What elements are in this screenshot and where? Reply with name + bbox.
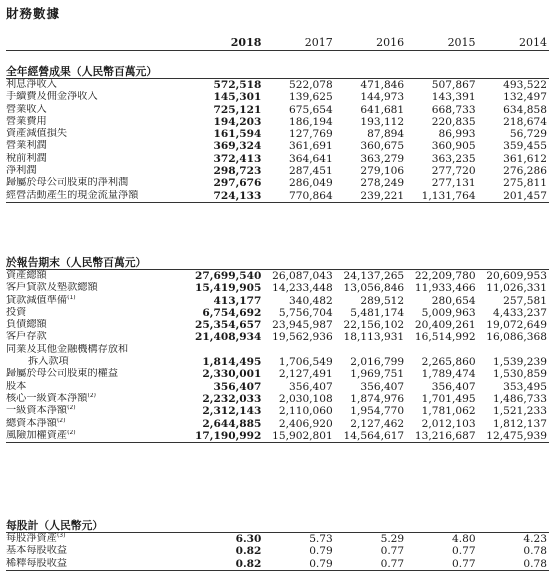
table-row <box>6 558 549 571</box>
cell-value: 363,279 <box>360 152 405 165</box>
cell-value: 572,518 <box>213 79 262 91</box>
cell-value: 287,451 <box>288 165 333 178</box>
cell-value: 2,016,799 <box>350 356 405 369</box>
cell-value: 201,457 <box>478 190 549 203</box>
row-label: 歸屬於母公司股東的淨利潤 <box>6 177 129 189</box>
row-label: 基本每股收益 <box>6 545 68 557</box>
cell-value: 1,701,495 <box>421 392 476 405</box>
data-section-table <box>6 256 549 443</box>
cell-value: 24,137,265 <box>343 270 405 282</box>
row-label: 拆入款項 <box>28 356 69 368</box>
cell-value: 5,481,174 <box>350 306 405 319</box>
row-label: 歸屬於母公司股東的權益 <box>6 368 119 380</box>
row-label: 總資本淨額$^{(2)}$ <box>6 417 66 429</box>
cell-value: 634,858 <box>503 103 547 116</box>
section-title: 全年經營成果（人民幣百萬元） <box>6 65 549 79</box>
cell-value: 145,301 <box>213 91 262 104</box>
cell-value: 277,131 <box>431 177 476 190</box>
data-section-table <box>6 65 549 203</box>
cell-value: 15,902,801 <box>263 430 334 443</box>
cell-value: 297,676 <box>213 177 262 190</box>
cell-value: 1,954,770 <box>350 405 405 418</box>
cell-value: 1,539,239 <box>493 356 547 369</box>
cell-value: 132,497 <box>503 91 547 104</box>
cell-value: 1,812,137 <box>493 417 547 430</box>
cell-value: 369,324 <box>213 140 262 153</box>
cell-value: 25,354,657 <box>195 319 262 332</box>
cell-value: 1,781,062 <box>421 405 476 418</box>
footnote-marker: (2) <box>56 417 66 424</box>
cell-value: 27,699,540 <box>195 270 262 282</box>
cell-value: 298,723 <box>213 165 262 178</box>
cell-value: 19,562,936 <box>272 331 333 344</box>
cell-value: 2,232,033 <box>202 392 262 405</box>
cell-value: 18,113,931 <box>343 331 405 344</box>
cell-value: 144,973 <box>360 91 405 104</box>
cell-value: 279,106 <box>360 165 405 178</box>
table-row <box>6 331 549 343</box>
cell-value: 194,203 <box>213 115 262 128</box>
cell-value: 5,009,963 <box>421 306 476 319</box>
cell-value: 11,026,331 <box>486 282 547 295</box>
cell-value: 4,433,237 <box>493 306 547 319</box>
cell-value <box>335 344 406 356</box>
cell-value: 471,846 <box>360 79 405 91</box>
cell-value: 2,406,920 <box>278 417 333 430</box>
cell-value: 668,733 <box>431 103 476 116</box>
table-row <box>6 270 549 283</box>
table-row <box>6 190 549 203</box>
cell-value: 356,407 <box>431 380 476 393</box>
cell-value: 361,612 <box>503 152 547 165</box>
years-header <box>6 36 549 51</box>
section-title: 每股計（人民幣元） <box>6 519 549 533</box>
row-label: 投資 <box>6 306 27 318</box>
cell-value <box>478 344 549 356</box>
cell-value: 507,867 <box>431 79 476 91</box>
cell-value: 1,874,976 <box>350 392 405 405</box>
cell-value: 26,087,043 <box>272 270 333 282</box>
cell-value: 56,729 <box>509 128 547 141</box>
cell-value: 2,127,462 <box>350 417 405 430</box>
table-row <box>6 533 549 546</box>
cell-value: 1,814,495 <box>202 356 262 369</box>
cell-value: 493,522 <box>503 79 547 91</box>
row-label: 每股淨資產$^{(3)}$ <box>6 532 66 544</box>
cell-value: 0.82 <box>192 558 263 571</box>
cell-value: 2,330,001 <box>202 368 262 381</box>
cell-value: 356,407 <box>213 380 262 393</box>
year-header: 2018 <box>192 36 263 51</box>
cell-value: 359,455 <box>503 140 547 153</box>
row-label: 核心一級資本淨額$^{(2)}$ <box>6 392 96 404</box>
cell-value: 87,894 <box>367 128 405 141</box>
page-title: 財務數據 <box>6 6 61 21</box>
row-label: 營業利潤 <box>6 140 47 152</box>
row-label: 風險加權資產$^{(2)}$ <box>6 430 192 443</box>
row-label: 手續費及佣金淨收入 <box>6 91 98 103</box>
cell-value: 277,720 <box>431 165 476 178</box>
table-row <box>6 368 549 380</box>
row-label: 淨利潤 <box>6 165 37 177</box>
table-row <box>6 165 549 177</box>
cell-value: 364,641 <box>288 152 333 165</box>
table-row <box>6 91 549 103</box>
cell-value: 413,177 <box>213 294 262 307</box>
cell-value: 0.77 <box>406 558 477 571</box>
cell-value: 4.23 <box>523 533 547 545</box>
cell-value: 2,127,491 <box>278 368 333 381</box>
table-row <box>6 116 549 128</box>
cell-value: 12,475,939 <box>478 430 549 443</box>
cell-value: 0.78 <box>478 558 549 571</box>
cell-value: 353,495 <box>503 380 547 393</box>
data-section-table <box>6 519 549 571</box>
cell-value: 239,221 <box>335 190 406 203</box>
row-label: 資產減值損失 <box>6 128 68 140</box>
table-row <box>6 393 549 405</box>
row-label: 資產總額 <box>6 270 47 281</box>
cell-value: 22,209,780 <box>414 270 476 282</box>
section-title: 於報告期末（人民幣百萬元） <box>6 256 549 270</box>
cell-value: 20,609,953 <box>486 270 547 282</box>
footnote-marker: (2) <box>67 429 76 436</box>
cell-value: 5.73 <box>309 533 333 545</box>
cell-value: 675,654 <box>288 103 333 116</box>
cell-value: 11,933,466 <box>414 282 476 295</box>
cell-value: 19,072,649 <box>486 319 547 332</box>
cell-value: 0.79 <box>263 558 334 571</box>
cell-value: 2,312,143 <box>202 405 262 418</box>
cell-value: 0.77 <box>335 558 406 571</box>
cell-value: 276,286 <box>503 165 547 178</box>
cell-value: 13,216,687 <box>406 430 477 443</box>
row-label: 貸款減值準備$^{(1)}$ <box>6 294 76 306</box>
cell-value: 86,993 <box>438 128 476 141</box>
cell-value: 275,811 <box>503 177 547 190</box>
row-label: 股本 <box>6 380 27 392</box>
row-label: 客戶存款 <box>6 331 47 343</box>
section-title-row <box>6 256 549 270</box>
cell-value: 0.82 <box>235 545 262 558</box>
cell-value: 2,030,108 <box>278 392 333 405</box>
row-label: 同業及其他金融機構存放和 <box>6 343 129 355</box>
year-header: 2016 <box>335 36 406 51</box>
cell-value: 193,112 <box>360 115 405 128</box>
cell-value: 16,514,992 <box>414 331 476 344</box>
year-row <box>6 36 549 51</box>
cell-value: 340,482 <box>288 294 333 307</box>
cell-value: 361,691 <box>288 140 333 153</box>
cell-value: 16,086,368 <box>486 331 547 344</box>
cell-value: 161,594 <box>213 128 262 141</box>
table-row <box>6 307 549 319</box>
row-label: 負債總額 <box>6 319 47 331</box>
cell-value: 127,769 <box>288 128 333 141</box>
cell-value: 1,789,474 <box>421 368 476 381</box>
cell-value: 23,945,987 <box>272 319 333 332</box>
cell-value: 13,056,846 <box>343 282 405 295</box>
cell-value: 280,654 <box>431 294 476 307</box>
cell-value <box>263 344 334 356</box>
section-title-row <box>6 519 549 533</box>
cell-value: 15,419,905 <box>195 282 262 295</box>
row-label: 一級資本淨額$^{(2)}$ <box>6 405 76 417</box>
cell-value: 372,413 <box>213 152 262 165</box>
cell-value: 0.79 <box>309 545 333 558</box>
cell-value: 1,486,733 <box>493 392 547 405</box>
cell-value: 1,530,859 <box>493 368 547 381</box>
cell-value <box>406 344 477 356</box>
row-label: 利息淨收入 <box>6 79 57 90</box>
table-row <box>6 545 549 557</box>
year-header: 2017 <box>263 36 334 51</box>
cell-value <box>192 344 263 356</box>
table-row <box>6 430 549 443</box>
cell-value: 1,706,549 <box>278 356 333 369</box>
footnote-marker: (1) <box>67 294 76 301</box>
table-row <box>6 79 549 92</box>
cell-value: 360,675 <box>360 140 405 153</box>
cell-value: 1,131,764 <box>406 190 477 203</box>
table-row <box>6 344 549 356</box>
cell-value: 356,407 <box>288 380 333 393</box>
cell-value: 5,756,704 <box>278 306 333 319</box>
cell-value: 0.77 <box>380 545 405 558</box>
table-row <box>6 128 549 140</box>
cell-value: 14,233,448 <box>272 282 333 295</box>
cell-value: 725,121 <box>213 103 262 116</box>
row-label: 經營活動產生的現金流量淨額 <box>6 190 192 203</box>
cell-value: 143,391 <box>431 91 476 104</box>
cell-value: 770,864 <box>263 190 334 203</box>
cell-value: 289,512 <box>360 294 405 307</box>
row-label: 稀釋每股收益 <box>6 558 192 571</box>
cell-value: 0.77 <box>451 545 476 558</box>
cell-value: 4.80 <box>451 533 476 545</box>
cell-value: 2,644,885 <box>202 417 262 430</box>
row-label: 客戶貸款及墊款總額 <box>6 282 98 294</box>
cell-value: 22,156,102 <box>343 319 405 332</box>
table-row <box>6 104 549 116</box>
cell-value: 2,265,860 <box>421 356 476 369</box>
cell-value: 2,012,103 <box>421 417 476 430</box>
cell-value: 522,078 <box>288 79 333 91</box>
cell-value: 286,049 <box>288 177 333 190</box>
cell-value: 218,674 <box>503 115 547 128</box>
footnote-marker: (2) <box>87 392 96 399</box>
table-row <box>6 319 549 331</box>
cell-value: 724,133 <box>192 190 263 203</box>
table-row <box>6 282 549 294</box>
table-row <box>6 177 549 189</box>
cell-value: 6.30 <box>235 533 262 545</box>
row-label: 稅前利潤 <box>6 152 47 164</box>
year-header: 2014 <box>478 36 549 51</box>
cell-value: 17,190,992 <box>192 430 263 443</box>
cell-value: 278,249 <box>360 177 405 190</box>
row-label: 營業費用 <box>6 115 47 127</box>
cell-value: 1,969,751 <box>350 368 405 381</box>
cell-value: 14,564,617 <box>335 430 406 443</box>
table-row <box>6 153 549 165</box>
cell-value: 363,235 <box>431 152 476 165</box>
row-label: 營業收入 <box>6 103 47 115</box>
cell-value: 186,194 <box>288 115 333 128</box>
table-row <box>6 295 549 307</box>
footnote-marker: (3) <box>56 532 66 539</box>
year-header: 2015 <box>406 36 477 51</box>
table-row <box>6 356 549 368</box>
cell-value: 21,408,934 <box>195 331 262 344</box>
cell-value: 356,407 <box>360 380 405 393</box>
cell-value: 2,110,060 <box>278 405 333 418</box>
section-title-row <box>6 65 549 79</box>
cell-value: 257,581 <box>503 294 547 307</box>
cell-value: 1,521,233 <box>493 405 547 418</box>
cell-value: 0.78 <box>523 545 547 558</box>
table-row <box>6 418 549 430</box>
cell-value: 139,625 <box>288 91 333 104</box>
cell-value: 5.29 <box>380 533 405 545</box>
cell-value: 20,409,261 <box>414 319 476 332</box>
footnote-marker: (2) <box>67 405 76 412</box>
table-row <box>6 140 549 152</box>
table-row <box>6 381 549 393</box>
cell-value: 641,681 <box>360 103 405 116</box>
cell-value: 220,835 <box>431 115 476 128</box>
cell-value: 360,905 <box>431 140 476 153</box>
cell-value: 6,754,692 <box>202 306 262 319</box>
table-row <box>6 405 549 417</box>
